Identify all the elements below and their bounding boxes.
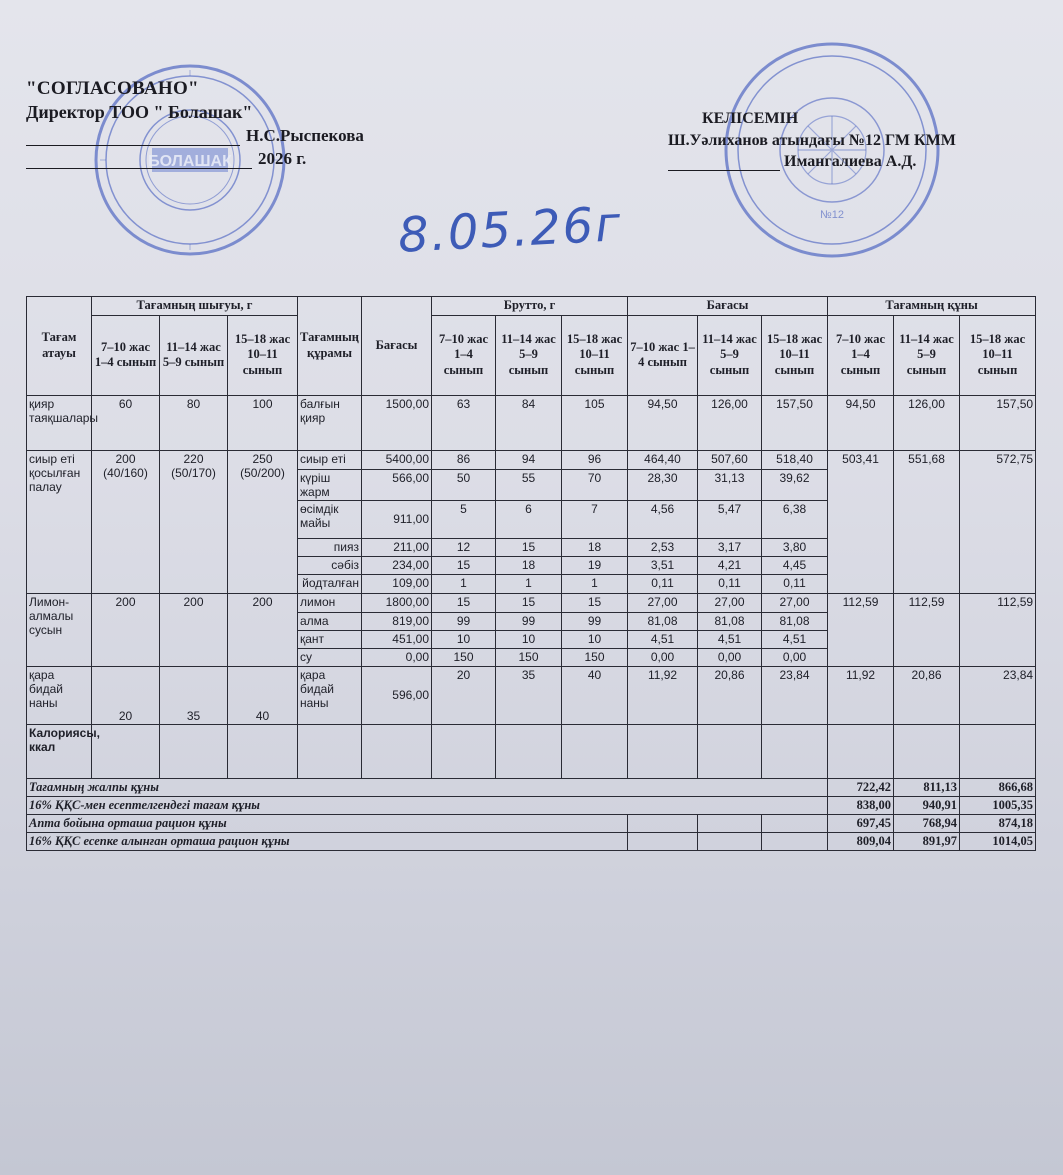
- table-row: [27, 395, 1036, 450]
- price-cell: 596,00: [362, 666, 432, 724]
- cost-cell: 0,11: [762, 574, 828, 593]
- ingredient-cell: өсімдік майы: [298, 500, 362, 538]
- th-dishcost-age1: 7–10 жас 1–4 сынып: [828, 315, 894, 395]
- dish-cost-cell: 157,50: [960, 395, 1036, 450]
- brutto-cell: 99: [496, 612, 562, 630]
- yield-cell: 200: [228, 593, 298, 666]
- price-cell: 451,00: [362, 630, 432, 648]
- price-cell: 211,00: [362, 538, 432, 556]
- calories-row: [27, 724, 1036, 778]
- summary-row: [27, 796, 1036, 814]
- brutto-cell: 12: [432, 538, 496, 556]
- handwritten-date: 8.05.26г: [396, 196, 624, 264]
- summary-value: 768,94: [894, 814, 960, 832]
- left-stamp-text: БОЛАШАК: [148, 153, 232, 170]
- cost-cell: 4,45: [762, 556, 828, 574]
- cost-cell: 81,08: [762, 612, 828, 630]
- brutto-cell: 40: [562, 666, 628, 724]
- empty-cell: [894, 724, 960, 778]
- cost-cell: 39,62: [762, 469, 828, 500]
- cost-cell: 0,00: [698, 648, 762, 666]
- price-cell: 566,00: [362, 469, 432, 500]
- cost-cell: 4,51: [628, 630, 698, 648]
- th-brutto-group: Брутто, г: [432, 297, 628, 316]
- empty-cell: [228, 724, 298, 778]
- empty-cell: [298, 724, 362, 778]
- brutto-cell: 70: [562, 469, 628, 500]
- brutto-cell: 50: [432, 469, 496, 500]
- empty-cell: [628, 814, 698, 832]
- dish-name-cell: қияр таяқшалары: [27, 395, 92, 450]
- brutto-cell: 55: [496, 469, 562, 500]
- cost-cell: 27,00: [762, 593, 828, 612]
- brutto-cell: 15: [432, 593, 496, 612]
- table-header: [27, 297, 1036, 396]
- summary-value: 891,97: [894, 832, 960, 850]
- empty-cell: [628, 724, 698, 778]
- summary-row: [27, 778, 1036, 796]
- yield-cell: 200 (40/160): [92, 450, 160, 593]
- summary-label: 16% ҚҚС-мен есептелгендегі тағам құны: [27, 796, 828, 814]
- th-cost-group: Бағасы: [628, 297, 828, 316]
- summary-value: 940,91: [894, 796, 960, 814]
- th-dish-name: Тағам атауы: [27, 297, 92, 396]
- brutto-cell: 15: [496, 593, 562, 612]
- dish-cost-cell: 23,84: [960, 666, 1036, 724]
- summary-label: 16% ҚҚС есепке алынған орташа рацион құны: [27, 832, 628, 850]
- menu-cost-table: [26, 296, 1036, 851]
- dish-cost-cell: 112,59: [894, 593, 960, 666]
- th-price: Бағасы: [362, 297, 432, 396]
- approved-label: "СОГЛАСОВАНО": [26, 78, 199, 99]
- th-brutto-age1: 7–10 жас 1–4 сынып: [432, 315, 496, 395]
- date-blank: [26, 149, 252, 169]
- approval-block-left: [26, 78, 446, 169]
- cost-cell: 507,60: [698, 450, 762, 469]
- th-yield-group: Тағамның шығуы, г: [92, 297, 298, 316]
- table-body: [27, 395, 1036, 850]
- brutto-cell: 1: [496, 574, 562, 593]
- brutto-cell: 20: [432, 666, 496, 724]
- cost-cell: 3,51: [628, 556, 698, 574]
- dish-cost-cell: 20,86: [894, 666, 960, 724]
- cost-cell: 27,00: [698, 593, 762, 612]
- dish-cost-cell: 572,75: [960, 450, 1036, 593]
- ingredient-cell: йодталған: [298, 574, 362, 593]
- brutto-cell: 6: [496, 500, 562, 538]
- empty-cell: [160, 724, 228, 778]
- brutto-cell: 1: [562, 574, 628, 593]
- th-yield-age3: 15–18 жас 10–11 сынып: [228, 315, 298, 395]
- yield-cell: 220 (50/170): [160, 450, 228, 593]
- cost-cell: 3,17: [698, 538, 762, 556]
- empty-cell: [698, 724, 762, 778]
- director-title: Директор ТОО " Болашак": [26, 102, 253, 122]
- signature-blank: [26, 126, 240, 146]
- ingredient-cell: қара бидай наны: [298, 666, 362, 724]
- brutto-cell: 10: [432, 630, 496, 648]
- brutto-cell: 7: [562, 500, 628, 538]
- brutto-cell: 96: [562, 450, 628, 469]
- empty-cell: [362, 724, 432, 778]
- th-yield-age2: 11–14 жас 5–9 сынып: [160, 315, 228, 395]
- cost-cell: 20,86: [698, 666, 762, 724]
- director-name: Н.С.Рыспекова: [246, 126, 364, 145]
- th-cost-age1: 7–10 жас 1–4 сынып: [628, 315, 698, 395]
- price-cell: 109,00: [362, 574, 432, 593]
- brutto-cell: 63: [432, 395, 496, 450]
- price-cell: 819,00: [362, 612, 432, 630]
- yield-cell: 40: [228, 666, 298, 724]
- ingredient-cell: балғын қияр: [298, 395, 362, 450]
- cost-cell: 31,13: [698, 469, 762, 500]
- price-cell: 0,00: [362, 648, 432, 666]
- yield-cell: 35: [160, 666, 228, 724]
- table-row: [27, 666, 1036, 724]
- brutto-cell: 18: [562, 538, 628, 556]
- th-brutto-age2: 11–14 жас 5–9 сынып: [496, 315, 562, 395]
- empty-cell: [762, 814, 828, 832]
- signature-line-right: [668, 153, 1058, 171]
- brutto-cell: 150: [432, 648, 496, 666]
- signature-blank-right: [668, 153, 780, 171]
- yield-cell: 100: [228, 395, 298, 450]
- yield-cell: 250 (50/200): [228, 450, 298, 593]
- th-dishcost-age2: 11–14 жас 5–9 сынып: [894, 315, 960, 395]
- ingredient-cell: күріш жарм: [298, 469, 362, 500]
- yield-cell: 20: [92, 666, 160, 724]
- agreed-label: КЕЛІСЕМІН: [702, 110, 799, 127]
- summary-value: 866,68: [960, 778, 1036, 796]
- cost-cell: 11,92: [628, 666, 698, 724]
- summary-value: 697,45: [828, 814, 894, 832]
- ingredient-cell: лимон: [298, 593, 362, 612]
- summary-value: 809,04: [828, 832, 894, 850]
- brutto-cell: 105: [562, 395, 628, 450]
- th-dish-cost-group: Тағамның құны: [828, 297, 1036, 316]
- dish-name-cell: сиыр еті қосылған палау: [27, 450, 92, 593]
- signature-line-left: [26, 126, 446, 146]
- brutto-cell: 15: [496, 538, 562, 556]
- approval-year: 2026 г.: [258, 149, 307, 168]
- ingredient-cell: пияз: [298, 538, 362, 556]
- school-name: Ш.Уәлиханов атындағы №12 ГМ КММ: [668, 132, 956, 149]
- cost-cell: 518,40: [762, 450, 828, 469]
- cost-cell: 0,11: [628, 574, 698, 593]
- cost-cell: 81,08: [698, 612, 762, 630]
- dish-cost-cell: 503,41: [828, 450, 894, 593]
- dish-cost-cell: 11,92: [828, 666, 894, 724]
- cost-cell: 5,47: [698, 500, 762, 538]
- cost-cell: 0,11: [698, 574, 762, 593]
- summary-value: 1005,35: [960, 796, 1036, 814]
- yield-cell: 200: [92, 593, 160, 666]
- right-stamp-text: №12: [819, 209, 845, 221]
- cost-cell: 126,00: [698, 395, 762, 450]
- dish-name-cell: қара бидай наны: [27, 666, 92, 724]
- cost-cell: 3,80: [762, 538, 828, 556]
- empty-cell: [762, 832, 828, 850]
- brutto-cell: 15: [562, 593, 628, 612]
- brutto-cell: 99: [562, 612, 628, 630]
- th-yield-age1: 7–10 жас 1–4 сынып: [92, 315, 160, 395]
- brutto-cell: 18: [496, 556, 562, 574]
- summary-row: [27, 814, 1036, 832]
- brutto-cell: 5: [432, 500, 496, 538]
- cost-cell: 2,53: [628, 538, 698, 556]
- principal-name: Имангалиева А.Д.: [784, 153, 917, 170]
- brutto-cell: 150: [562, 648, 628, 666]
- brutto-cell: 99: [432, 612, 496, 630]
- ingredient-cell: сәбіз: [298, 556, 362, 574]
- brutto-cell: 150: [496, 648, 562, 666]
- summary-label: Тағамның жалпы құны: [27, 778, 828, 796]
- calories-label: Калориясы, ккал: [27, 724, 92, 778]
- brutto-cell: 1: [432, 574, 496, 593]
- cost-cell: 94,50: [628, 395, 698, 450]
- dish-cost-cell: 551,68: [894, 450, 960, 593]
- cost-cell: 0,00: [762, 648, 828, 666]
- empty-cell: [628, 832, 698, 850]
- th-cost-age2: 11–14 жас 5–9 сынып: [698, 315, 762, 395]
- brutto-cell: 10: [562, 630, 628, 648]
- price-cell: 5400,00: [362, 450, 432, 469]
- th-brutto-age3: 15–18 жас 10–11 сынып: [562, 315, 628, 395]
- yield-cell: 200: [160, 593, 228, 666]
- price-cell: 911,00: [362, 500, 432, 538]
- th-dishcost-age3: 15–18 жас 10–11 сынып: [960, 315, 1036, 395]
- empty-cell: [828, 724, 894, 778]
- summary-value: 874,18: [960, 814, 1036, 832]
- summary-value: 811,13: [894, 778, 960, 796]
- cost-cell: 4,51: [698, 630, 762, 648]
- summary-label: Апта бойына орташа рацион құны: [27, 814, 628, 832]
- brutto-cell: 35: [496, 666, 562, 724]
- summary-value: 1014,05: [960, 832, 1036, 850]
- empty-cell: [960, 724, 1036, 778]
- cost-cell: 6,38: [762, 500, 828, 538]
- dish-cost-cell: 94,50: [828, 395, 894, 450]
- summary-value: 722,42: [828, 778, 894, 796]
- summary-value: 838,00: [828, 796, 894, 814]
- brutto-cell: 19: [562, 556, 628, 574]
- ingredient-cell: қант: [298, 630, 362, 648]
- summary-row: [27, 832, 1036, 850]
- cost-cell: 4,56: [628, 500, 698, 538]
- yield-cell: 80: [160, 395, 228, 450]
- cost-cell: 23,84: [762, 666, 828, 724]
- brutto-cell: 10: [496, 630, 562, 648]
- empty-cell: [432, 724, 496, 778]
- table-row: [27, 450, 1036, 469]
- price-cell: 1500,00: [362, 395, 432, 450]
- table-row: [27, 593, 1036, 612]
- date-line-left: [26, 149, 446, 169]
- empty-cell: [698, 832, 762, 850]
- price-cell: 1800,00: [362, 593, 432, 612]
- approval-block-right: [668, 110, 1058, 171]
- brutto-cell: 15: [432, 556, 496, 574]
- ingredient-cell: сиыр еті: [298, 450, 362, 469]
- dish-name-cell: Лимон-алмалы сусын: [27, 593, 92, 666]
- cost-cell: 464,40: [628, 450, 698, 469]
- brutto-cell: 86: [432, 450, 496, 469]
- dish-cost-cell: 112,59: [828, 593, 894, 666]
- empty-cell: [698, 814, 762, 832]
- cost-cell: 4,21: [698, 556, 762, 574]
- yield-cell: 60: [92, 395, 160, 450]
- empty-cell: [762, 724, 828, 778]
- ingredient-cell: алма: [298, 612, 362, 630]
- empty-cell: [496, 724, 562, 778]
- th-composition: Тағамның құрамы: [298, 297, 362, 396]
- ingredient-cell: су: [298, 648, 362, 666]
- th-cost-age3: 15–18 жас 10–11 сынып: [762, 315, 828, 395]
- cost-cell: 157,50: [762, 395, 828, 450]
- cost-cell: 27,00: [628, 593, 698, 612]
- cost-cell: 28,30: [628, 469, 698, 500]
- dish-cost-cell: 112,59: [960, 593, 1036, 666]
- brutto-cell: 84: [496, 395, 562, 450]
- cost-cell: 0,00: [628, 648, 698, 666]
- empty-cell: [562, 724, 628, 778]
- price-cell: 234,00: [362, 556, 432, 574]
- cost-cell: 81,08: [628, 612, 698, 630]
- brutto-cell: 94: [496, 450, 562, 469]
- empty-cell: [92, 724, 160, 778]
- dish-cost-cell: 126,00: [894, 395, 960, 450]
- cost-cell: 4,51: [762, 630, 828, 648]
